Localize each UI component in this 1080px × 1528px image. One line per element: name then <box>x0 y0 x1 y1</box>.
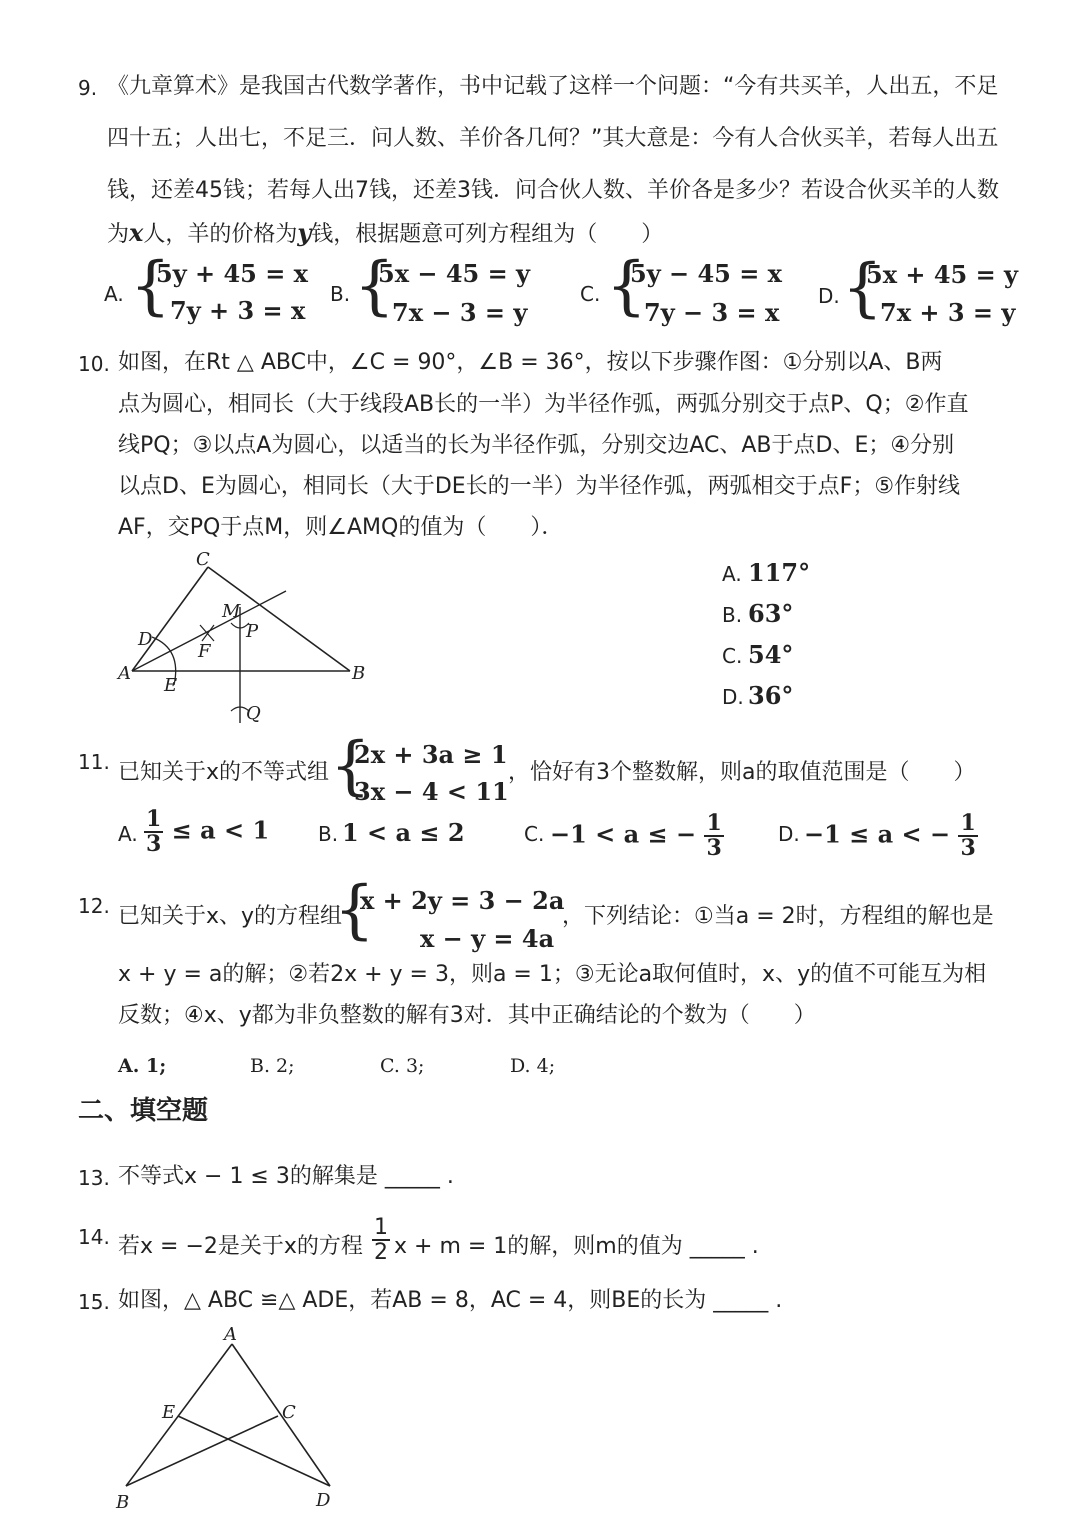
equation: x + 2y = 3 − 2a <box>360 886 565 915</box>
segment-ad <box>232 1344 330 1486</box>
label-c: C <box>196 549 210 570</box>
option-value <box>550 812 724 860</box>
label-q: Q <box>246 703 261 724</box>
option-value <box>144 808 269 856</box>
text-fragment: 钱，根据题意可列方程组为（ ） <box>311 222 664 247</box>
option-label: B. <box>318 822 339 846</box>
question-text-line: 四十五；人出七，不足三．问人数、羊价各几何？”其大意是：今有人合伙买羊，若每人出五 <box>107 126 999 151</box>
label-a: A <box>224 1324 237 1345</box>
label-b: B <box>116 1492 130 1513</box>
question-number: 11. <box>78 750 110 774</box>
question-text-line: AF，交PQ于点M，则∠AMQ的值为（ ）． <box>118 515 564 540</box>
label-a: A <box>118 663 131 684</box>
question-text: 已知关于x、y的方程组 <box>118 904 343 929</box>
option-label: D. <box>778 822 800 846</box>
question-text: x + m = 1的解，则m的值为 _____ . <box>394 1234 759 1259</box>
label-d: D <box>316 1490 331 1511</box>
question-text: 已知关于x的不等式组 <box>118 760 330 785</box>
option-label: A. <box>722 562 742 586</box>
question-text-line: 反数；④x、y都为非负整数的解有3对．其中正确结论的个数为（ ） <box>118 1003 816 1028</box>
label-b: B <box>352 663 366 684</box>
question-number: 13. <box>78 1166 110 1190</box>
brace: { <box>354 249 395 323</box>
label-m: M <box>222 601 241 622</box>
brace: { <box>130 249 171 323</box>
variable-x: x <box>129 218 144 247</box>
question-text-line: 钱，还差45钱；若每人出7钱，还差3钱．问合伙人数、羊价各是多少？若设合伙买羊的人数 <box>107 178 999 203</box>
option-label: B. <box>722 603 743 627</box>
brace: { <box>330 729 371 803</box>
question-text-line: 《九章算术》是我国古代数学著作，书中记载了这样一个问题：“今有共买羊，人出五，不足 <box>107 74 999 99</box>
option-value: 36° <box>748 681 794 710</box>
label-f: F <box>198 641 211 662</box>
question-text-line: 点为圆心，相同长（大于线段AB长的一半）为半径作弧，两弧分别交于点P、Q；②作直 <box>118 392 969 417</box>
denominator: 3 <box>146 831 162 858</box>
question-number: 10. <box>78 352 110 376</box>
fraction <box>958 812 977 860</box>
option-value: 117° <box>748 558 811 587</box>
question-text-line: 线PQ；③以点A为圆心，以适当的长为半径作弧，分别交边AC、AB于点D、E；④分别 <box>118 433 955 458</box>
congruent-triangles-figure <box>110 1322 350 1517</box>
equation: x − y = 4a <box>420 924 555 953</box>
brace: { <box>842 251 883 325</box>
numerator: 1 <box>706 810 722 836</box>
option-label: B. <box>330 282 351 306</box>
variable-y: y <box>297 218 312 247</box>
numerator: 1 <box>374 1215 388 1240</box>
option-label: A. <box>118 822 138 846</box>
question-text: ，恰好有3个整数解，则a的取值范围是（ ） <box>508 760 976 785</box>
question-text: 如图，△ ABC ≌△ ADE，若AB = 8，AC = 4，则BE的长为 _____ . <box>118 1288 783 1313</box>
option-value <box>804 812 978 860</box>
equation: 7y + 3 = x <box>170 296 306 325</box>
text-fragment: 为 <box>107 222 130 247</box>
option: A. 1; <box>118 1055 167 1077</box>
equation: 3x − 4 < 11 <box>354 777 509 806</box>
denominator: 2 <box>374 1240 388 1266</box>
label-d: D <box>138 629 153 650</box>
option: B. 2; <box>250 1055 295 1077</box>
question-text-line: x + y = a的解；②若2x + y = 3，则a = 1；③无论a取何值时，x、y的值不可能互为相 <box>118 962 987 987</box>
equation: 5x − 45 = y <box>378 259 530 288</box>
expression: −1 < a ≤ − <box>550 819 697 849</box>
denominator: 3 <box>960 835 976 862</box>
equation: 5y − 45 = x <box>630 259 782 288</box>
fraction <box>372 1216 390 1264</box>
denominator: 3 <box>706 835 722 862</box>
question-text-line: 以点D、E为圆心，相同长（大于DE长的一半）为半径作弧，两弧相交于点F；⑤作射线 <box>118 474 961 499</box>
numerator: 1 <box>960 810 976 836</box>
option-label: C. <box>580 282 601 306</box>
numerator: 1 <box>146 806 162 832</box>
segment-ab <box>126 1344 232 1486</box>
question-number: 15. <box>78 1290 110 1314</box>
equation: 7y − 3 = x <box>644 298 780 327</box>
label-p: P <box>246 621 259 642</box>
label-e: E <box>164 675 178 696</box>
question-text: 若x = −2是关于x的方程 <box>118 1234 363 1259</box>
option-label: C. <box>524 822 545 846</box>
question-text-line <box>107 219 663 248</box>
triangle-construction-figure <box>110 545 370 730</box>
question-text: ，下列结论：①当a = 2时，方程组的解也是 <box>562 904 994 929</box>
label-c: C <box>282 1402 296 1423</box>
side-ac <box>132 567 208 671</box>
fraction <box>704 812 723 860</box>
option-label: D. <box>722 685 744 709</box>
question-text-line: 如图，在Rt △ ABC中，∠C = 90°，∠B = 36°，按以下步骤作图：①分别以A、B两 <box>118 350 943 375</box>
section-heading: 二、填空题 <box>78 1096 209 1126</box>
equation: 5y + 45 = x <box>156 259 308 288</box>
question-number: 14. <box>78 1225 110 1249</box>
option-label: A. <box>104 282 124 306</box>
question-number: 9. <box>78 76 98 100</box>
equation: 5x + 45 = y <box>866 260 1018 289</box>
option: D. 4; <box>510 1055 556 1077</box>
fraction <box>144 808 163 856</box>
brace: { <box>606 249 647 323</box>
equation: 2x + 3a ≥ 1 <box>354 740 508 769</box>
equation: 7x − 3 = y <box>392 298 528 327</box>
text-fragment: 人，羊的价格为 <box>143 222 298 247</box>
brace: { <box>334 873 375 947</box>
option-value: 63° <box>748 599 794 628</box>
question-number: 12. <box>78 894 110 918</box>
option-value: 54° <box>748 640 794 669</box>
option-value: 1 < a ≤ 2 <box>342 818 465 847</box>
expression: −1 ≤ a < − <box>804 819 951 849</box>
option: C. 3; <box>380 1055 425 1077</box>
question-text: 不等式x − 1 ≤ 3的解集是 _____ . <box>118 1164 454 1189</box>
label-e: E <box>162 1402 176 1423</box>
equation: 7x + 3 = y <box>880 298 1016 327</box>
option-label: C. <box>722 644 743 668</box>
expression: ≤ a < 1 <box>171 815 270 845</box>
option-label: D. <box>818 284 840 308</box>
